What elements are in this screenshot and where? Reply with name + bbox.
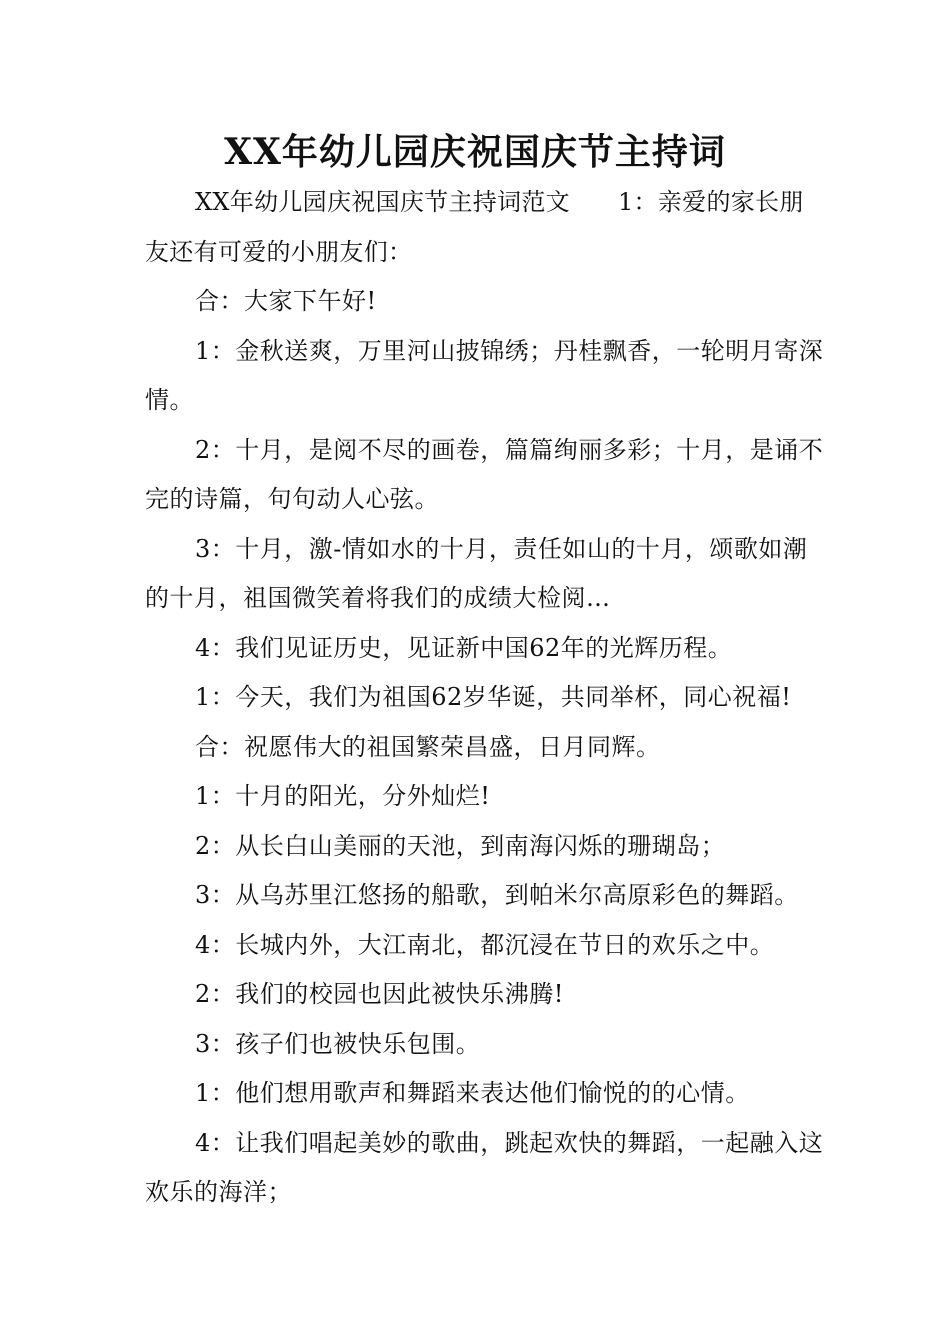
paragraph: 1：他们想用歌声和舞蹈来表达他们愉悦的的心情。 [195, 1079, 750, 1107]
paragraph: 4：我们见证历史，见证新中国62年的光辉历程。 [195, 633, 733, 662]
paragraph: 2：我们的校园也因此被快乐沸腾! [195, 980, 564, 1008]
paragraph: 1：金秋送爽，万里河山披锦绣；丹桂飘香，一轮明月寄深情。 [145, 336, 824, 414]
paragraph: 3：十月，激-情如水的十月，责任如山的十月，颂歌如潮的十月，祖国微笑着将我们的成绩大检阅… [145, 534, 808, 612]
intro-paragraph [145, 178, 825, 277]
paragraph: 合：大家下午好! [195, 287, 377, 315]
paragraph: 2：十月，是阅不尽的画卷，篇篇绚丽多彩；十月，是诵不完的诗篇，句句动人心弦。 [145, 435, 824, 513]
paragraph: 3：孩子们也被快乐包围。 [195, 1029, 481, 1058]
paragraph: 合：祝愿伟大的祖国繁荣昌盛，日月同辉。 [195, 732, 661, 761]
document-title: XX年幼儿园庆祝国庆节主持词 [224, 131, 726, 173]
paragraph: 4：让我们唱起美妙的歌曲，跳起欢快的舞蹈，一起融入这欢乐的海洋； [145, 1128, 824, 1206]
paragraph: 4：长城内外，大江南北，都沉浸在节日的欢乐之中。 [195, 930, 775, 959]
paragraph: 1：十月的阳光，分外灿烂! [195, 782, 491, 810]
paragraph: 2：从长白山美丽的天池，到南海闪烁的珊瑚岛； [195, 831, 726, 860]
document-body [145, 178, 825, 1218]
paragraph: 1：今天，我们为祖国62岁华诞，共同举杯，同心祝福! [195, 683, 792, 711]
intro-text: 1：亲爱的家长朋友还有可爱的小朋友们： [145, 188, 804, 266]
paragraph: 3：从乌苏里江悠扬的船歌，到帕米尔高原彩色的舞蹈。 [195, 881, 799, 909]
intro-label: XX年幼儿园庆祝国庆节主持词范文 [195, 188, 570, 216]
